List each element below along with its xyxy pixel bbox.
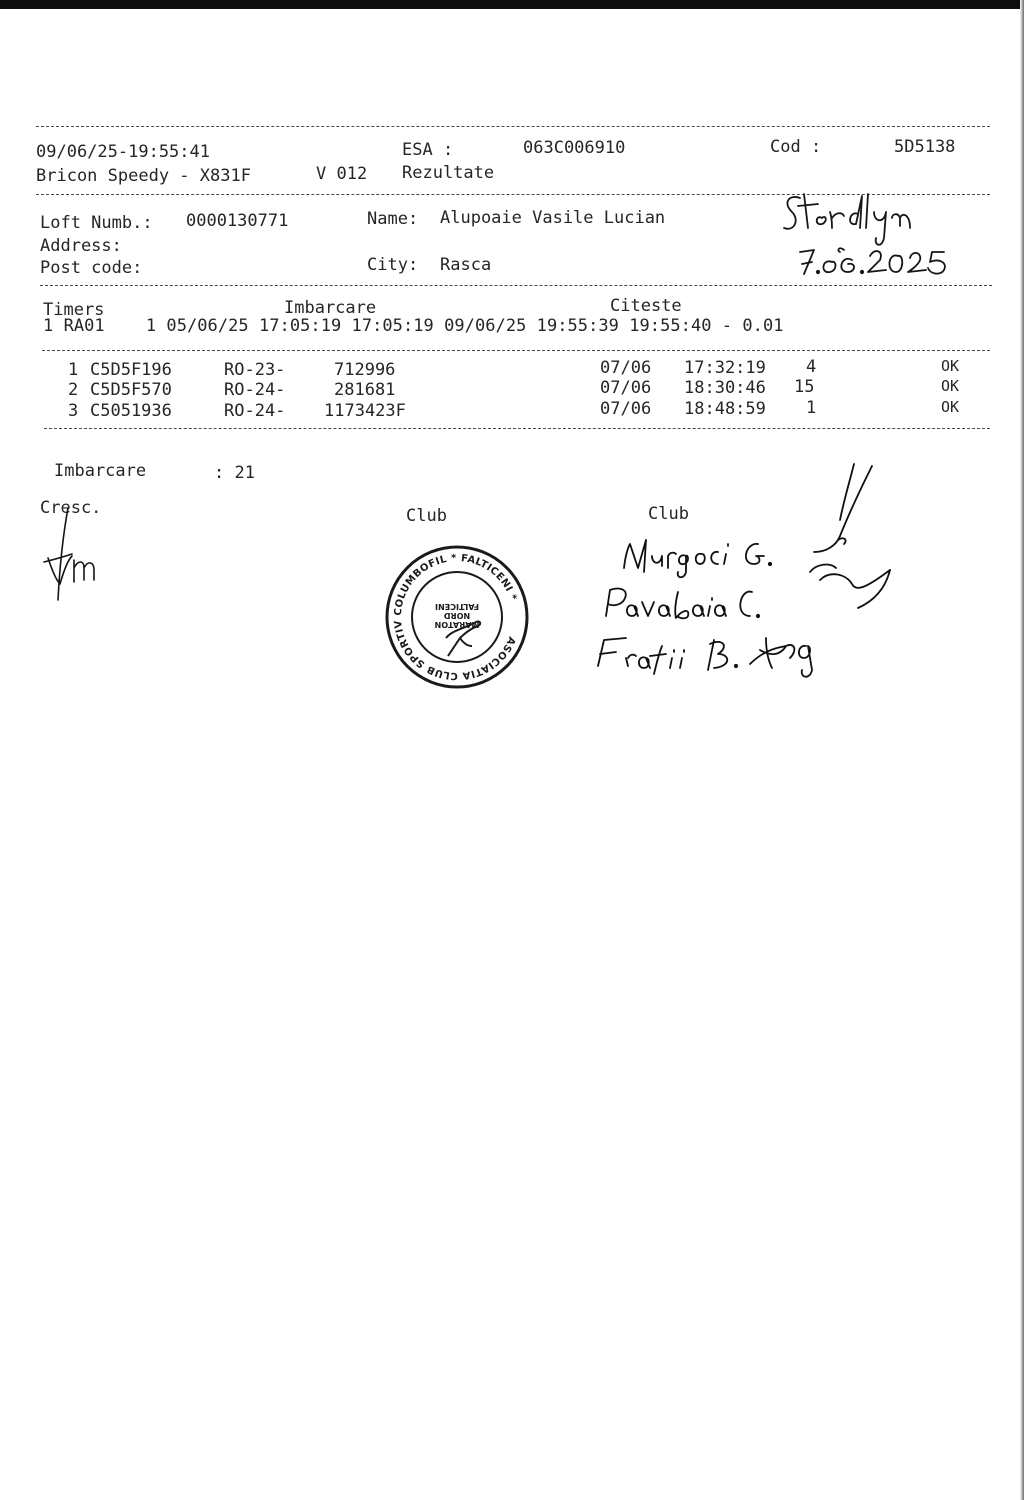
city-value: Rasca	[440, 255, 492, 275]
arrival-date: 07/06	[600, 378, 652, 398]
ring-number: 1173423F	[324, 401, 406, 421]
club-label-right: Club	[648, 504, 689, 524]
chip-id: C5051936	[90, 401, 172, 421]
stamp-center-line1: MARATON NORD	[434, 611, 480, 629]
separator-line	[44, 428, 990, 429]
imbarcare-summary-value: : 21	[214, 463, 255, 483]
cod-value: 5D5138	[894, 137, 956, 157]
arrival-time: 17:32:19	[684, 358, 766, 378]
country-year: RO-23-	[224, 360, 286, 380]
status-ok: OK	[941, 377, 960, 395]
club-members-signatures	[590, 460, 910, 690]
row-index: 2	[68, 380, 79, 400]
city-label: City:	[367, 255, 419, 275]
report-datetime: 09/06/25-19:55:41	[36, 142, 210, 162]
timers-citeste-label: Citeste	[610, 296, 682, 316]
handwritten-signature-and-date	[770, 188, 960, 288]
arrival-count: 1	[806, 398, 817, 418]
club-label-left: Club	[406, 506, 447, 526]
row-index: 1	[68, 360, 79, 380]
chip-id: C5D5F196	[90, 360, 172, 380]
loft-number: 0000130771	[186, 211, 289, 231]
status-ok: OK	[941, 357, 960, 375]
device-version: V 012	[316, 164, 368, 184]
stamp-ring-text: ASOCIATIA CLUB SPORTIV COLUMBOFIL * FALTICENI *	[392, 552, 519, 682]
name-label: Name:	[367, 209, 419, 229]
status-ok: OK	[941, 398, 960, 416]
imbarcare-summary-label: Imbarcare	[54, 461, 147, 481]
arrival-time: 18:30:46	[684, 378, 766, 398]
separator-line	[40, 285, 992, 286]
timers-imbarcare-label: Imbarcare	[284, 298, 377, 318]
cod-label: Cod :	[770, 137, 822, 157]
arrival-date: 07/06	[600, 399, 652, 419]
chip-id: C5D5F570	[90, 380, 172, 400]
device-name: Bricon Speedy - X831F	[36, 166, 251, 186]
section-title: Rezultate	[402, 163, 495, 183]
arrival-count: 4	[806, 357, 817, 377]
scan-right-edge	[1020, 0, 1024, 1500]
esa-label: ESA :	[402, 140, 454, 160]
ring-number: 281681	[334, 380, 396, 400]
cresc-signature	[38, 500, 118, 610]
stamp-center-line2: FALTICENI	[435, 602, 479, 611]
address-label: Address:	[40, 236, 122, 256]
arrival-date: 07/06	[600, 358, 652, 378]
fancier-name: Alupoaie Vasile Lucian	[440, 208, 666, 228]
separator-line	[36, 126, 990, 127]
separator-line	[42, 350, 990, 351]
stamp-center-text	[422, 602, 492, 629]
esa-value: 063C006910	[523, 138, 626, 158]
country-year: RO-24-	[224, 401, 286, 421]
country-year: RO-24-	[224, 380, 286, 400]
timer-row: 1 RA01 1 05/06/25 17:05:19 17:05:19 09/06/25 19:55:39 19:55:40 - 0.01	[43, 316, 784, 336]
arrival-count: 15	[794, 377, 815, 397]
row-index: 3	[68, 401, 79, 421]
loft-number-label: Loft Numb.:	[40, 213, 153, 233]
ring-number: 712996	[334, 360, 396, 380]
scan-top-edge	[0, 0, 1024, 9]
club-stamp	[382, 542, 532, 692]
postcode-label: Post code:	[40, 258, 143, 278]
arrival-time: 18:48:59	[684, 399, 766, 419]
timers-label: Timers	[43, 300, 105, 320]
cresc-label: Cresc.	[40, 498, 102, 518]
